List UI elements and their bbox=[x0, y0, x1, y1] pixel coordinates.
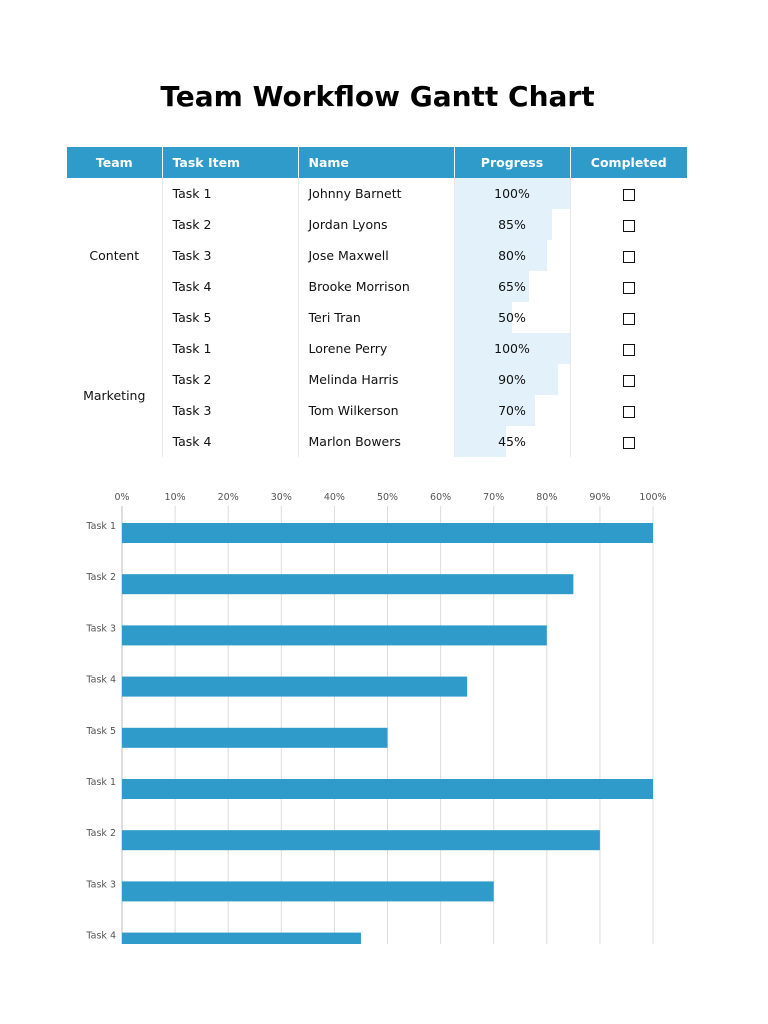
table-row bbox=[67, 178, 687, 209]
header-task-item: Task Item bbox=[162, 147, 298, 178]
completed-cell bbox=[570, 209, 687, 240]
x-tick-label: 0% bbox=[114, 492, 130, 503]
progress-value: 70% bbox=[498, 403, 526, 418]
name-cell: Johnny Barnett bbox=[298, 178, 454, 209]
y-axis-label: Task 4 bbox=[86, 930, 116, 942]
y-axis-label: Task 2 bbox=[86, 572, 116, 584]
task-cell: Task 1 bbox=[162, 333, 298, 364]
team-cell-marketing: Marketing bbox=[67, 333, 162, 457]
x-tick-label: 100% bbox=[639, 492, 667, 503]
header-team: Team bbox=[67, 147, 162, 178]
name-cell: Brooke Morrison bbox=[298, 271, 454, 302]
task-cell: Task 4 bbox=[162, 271, 298, 302]
y-axis-label: Task 4 bbox=[86, 674, 116, 686]
completed-checkbox[interactable] bbox=[623, 406, 635, 418]
chart-bar bbox=[122, 933, 361, 944]
chart-gridlines bbox=[122, 506, 653, 944]
chart-bar bbox=[122, 779, 653, 799]
y-axis-label: Task 3 bbox=[86, 623, 116, 635]
chart-bar bbox=[122, 728, 388, 748]
task-cell: Task 1 bbox=[162, 178, 298, 209]
table-header-row bbox=[67, 147, 687, 178]
page-title: Team Workflow Gantt Chart bbox=[160, 80, 595, 113]
chart-bar bbox=[122, 625, 547, 645]
completed-checkbox[interactable] bbox=[623, 313, 635, 325]
name-cell: Jose Maxwell bbox=[298, 240, 454, 271]
completed-checkbox[interactable] bbox=[623, 375, 635, 387]
team-cell-content: Content bbox=[67, 178, 162, 333]
completed-cell bbox=[570, 426, 687, 457]
y-axis-labels bbox=[85, 521, 116, 942]
task-table bbox=[67, 147, 687, 457]
completed-checkbox[interactable] bbox=[623, 251, 635, 263]
x-tick-label: 70% bbox=[483, 492, 505, 503]
completed-checkbox[interactable] bbox=[623, 189, 635, 201]
progress-cell bbox=[454, 240, 570, 271]
completed-cell bbox=[570, 178, 687, 209]
gantt-chart bbox=[0, 480, 768, 944]
progress-value: 100% bbox=[494, 186, 530, 201]
name-cell: Lorene Perry bbox=[298, 333, 454, 364]
progress-cell bbox=[454, 209, 570, 240]
completed-checkbox[interactable] bbox=[623, 344, 635, 356]
completed-checkbox[interactable] bbox=[623, 282, 635, 294]
progress-cell bbox=[454, 302, 570, 333]
progress-cell bbox=[454, 395, 570, 426]
y-axis-label: Task 1 bbox=[86, 521, 116, 532]
task-cell: Task 2 bbox=[162, 364, 298, 395]
task-cell: Task 3 bbox=[162, 395, 298, 426]
progress-value: 90% bbox=[498, 372, 526, 387]
completed-cell bbox=[570, 240, 687, 271]
y-axis-label: Task 2 bbox=[86, 828, 116, 840]
chart-bar bbox=[122, 523, 653, 543]
x-axis-ticks bbox=[114, 492, 666, 503]
name-cell: Melinda Harris bbox=[298, 364, 454, 395]
progress-cell bbox=[454, 271, 570, 302]
table-row bbox=[67, 333, 687, 364]
progress-value: 85% bbox=[498, 217, 526, 232]
chart-bar bbox=[122, 830, 600, 850]
completed-cell bbox=[570, 364, 687, 395]
completed-cell bbox=[570, 333, 687, 364]
header-name: Name bbox=[298, 147, 454, 178]
name-cell: Marlon Bowers bbox=[298, 426, 454, 457]
progress-cell bbox=[454, 333, 570, 364]
task-cell: Task 2 bbox=[162, 209, 298, 240]
x-tick-label: 90% bbox=[589, 492, 611, 503]
task-cell: Task 3 bbox=[162, 240, 298, 271]
task-cell: Task 4 bbox=[162, 426, 298, 457]
chart-bar bbox=[122, 574, 573, 594]
chart-bar bbox=[122, 881, 494, 901]
progress-value: 80% bbox=[498, 248, 526, 263]
completed-cell bbox=[570, 271, 687, 302]
x-tick-label: 80% bbox=[536, 492, 558, 503]
header-completed: Completed bbox=[570, 147, 687, 178]
name-cell: Jordan Lyons bbox=[298, 209, 454, 240]
y-axis-label: Task 1 bbox=[86, 777, 116, 788]
y-axis-label: Task 5 bbox=[86, 725, 116, 737]
chart-bar bbox=[122, 677, 467, 697]
progress-cell bbox=[454, 364, 570, 395]
x-tick-label: 50% bbox=[376, 492, 399, 503]
progress-cell bbox=[454, 178, 570, 209]
name-cell: Tom Wilkerson bbox=[298, 395, 454, 426]
x-tick-label: 40% bbox=[323, 492, 345, 503]
x-tick-label: 30% bbox=[270, 492, 292, 503]
progress-value: 65% bbox=[498, 279, 526, 294]
header-progress: Progress bbox=[454, 147, 570, 178]
y-axis-label: Task 3 bbox=[86, 879, 116, 891]
task-cell: Task 5 bbox=[162, 302, 298, 333]
progress-value: 45% bbox=[498, 434, 526, 449]
completed-cell bbox=[570, 302, 687, 333]
completed-checkbox[interactable] bbox=[623, 437, 635, 449]
progress-cell bbox=[454, 426, 570, 457]
x-tick-label: 10% bbox=[164, 492, 186, 503]
progress-value: 50% bbox=[498, 310, 526, 325]
completed-cell bbox=[570, 395, 687, 426]
progress-value: 100% bbox=[494, 341, 530, 356]
x-tick-label: 60% bbox=[430, 492, 452, 503]
completed-checkbox[interactable] bbox=[623, 220, 635, 232]
x-tick-label: 20% bbox=[217, 492, 239, 503]
name-cell: Teri Tran bbox=[298, 302, 454, 333]
